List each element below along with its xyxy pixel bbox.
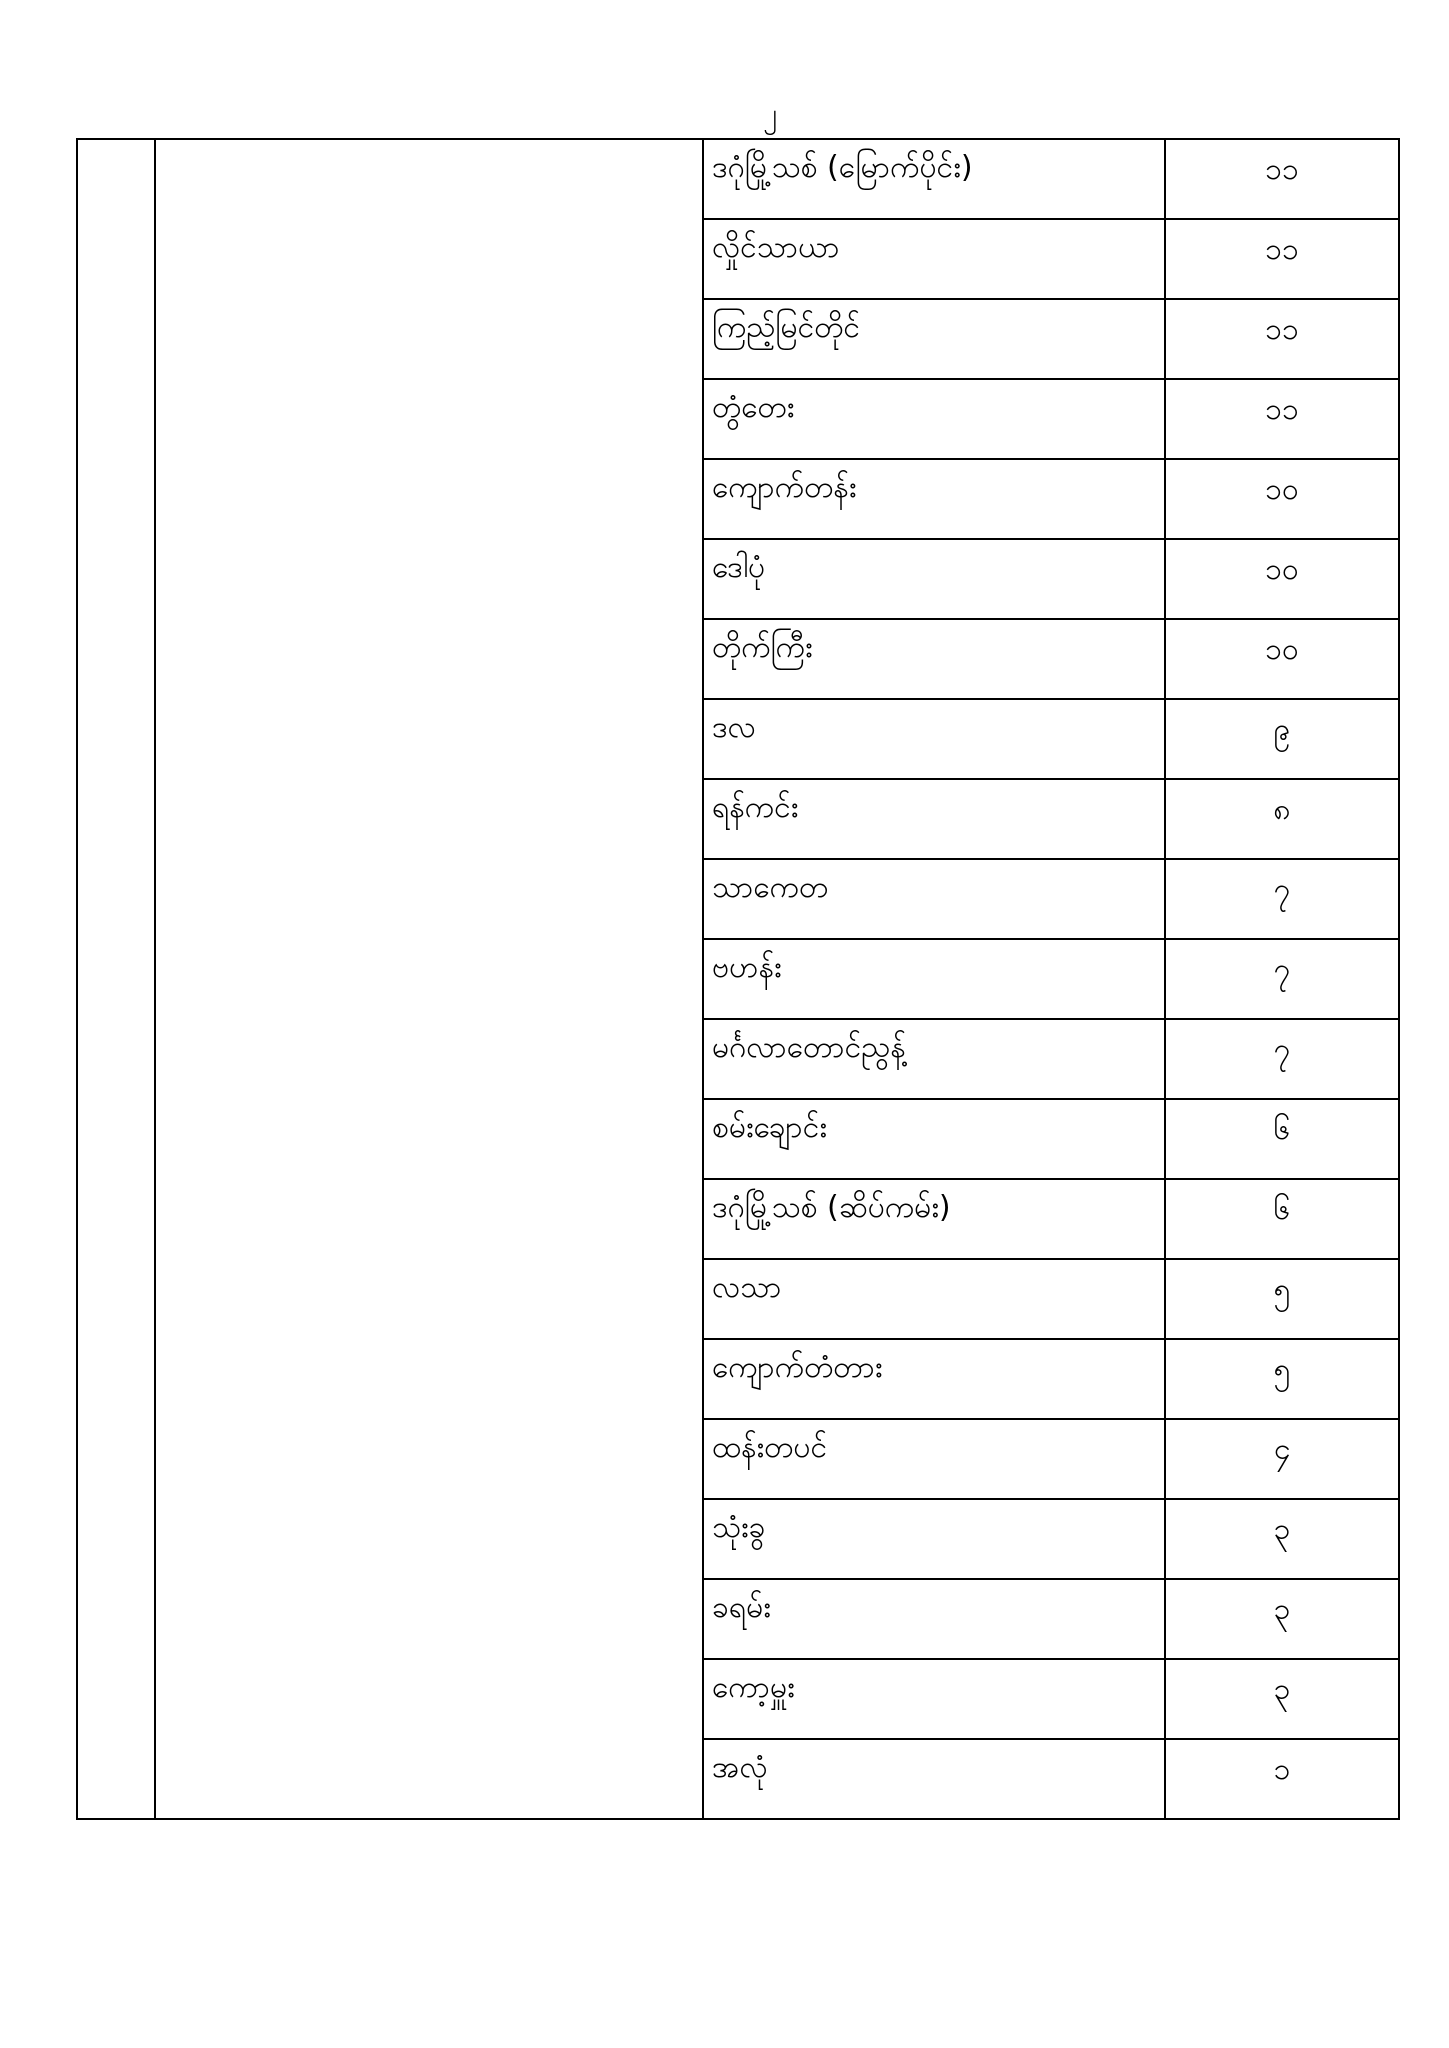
township-name-cell: စမ်းချောင်း xyxy=(703,1099,1165,1179)
township-name-cell: ဒဂုံမြို့သစ် (ဆိပ်ကမ်း) xyxy=(703,1179,1165,1259)
count-cell: ၅ xyxy=(1165,1259,1399,1339)
count-cell: ၆ xyxy=(1165,1099,1399,1179)
count-cell: ၅ xyxy=(1165,1339,1399,1419)
count-cell: ၇ xyxy=(1165,859,1399,939)
township-name-cell: လသာ xyxy=(703,1259,1165,1339)
count-cell: ၁၀ xyxy=(1165,459,1399,539)
count-cell: ၄ xyxy=(1165,1419,1399,1499)
township-name-cell: ခရမ်း xyxy=(703,1579,1165,1659)
count-cell: ၁၀ xyxy=(1165,619,1399,699)
count-cell: ၁၁ xyxy=(1165,299,1399,379)
count-cell: ၇ xyxy=(1165,1019,1399,1099)
empty-index-cell xyxy=(77,139,155,1819)
township-count-table xyxy=(76,138,1400,1820)
township-name-cell: ဒလ xyxy=(703,699,1165,779)
empty-category-cell xyxy=(155,139,703,1819)
township-name-cell: အလုံ xyxy=(703,1739,1165,1819)
township-name-cell: ကျောက်တံတား xyxy=(703,1339,1165,1419)
table-body xyxy=(77,139,1399,1819)
township-name-cell: ကျောက်တန်း xyxy=(703,459,1165,539)
township-name-cell: ဒေါပုံ xyxy=(703,539,1165,619)
count-cell: ၁ xyxy=(1165,1739,1399,1819)
township-name-cell: တွံတေး xyxy=(703,379,1165,459)
count-cell: ၃ xyxy=(1165,1659,1399,1739)
township-name-cell: ထန်းတပင် xyxy=(703,1419,1165,1499)
township-name-cell: ဒဂုံမြို့သစ် (မြောက်ပိုင်း) xyxy=(703,139,1165,219)
township-name-cell: ကြည့်မြင်တိုင် xyxy=(703,299,1165,379)
township-name-cell: သုံးခွ xyxy=(703,1499,1165,1579)
township-name-cell: မင်္ဂလာတောင်ညွန့် xyxy=(703,1019,1165,1099)
township-name-cell: သာကေတ xyxy=(703,859,1165,939)
count-cell: ၁၁ xyxy=(1165,219,1399,299)
count-cell: ၁၀ xyxy=(1165,539,1399,619)
township-name-cell: ကော့မှူး xyxy=(703,1659,1165,1739)
township-name-cell: တိုက်ကြီး xyxy=(703,619,1165,699)
count-cell: ၁၁ xyxy=(1165,379,1399,459)
count-cell: ၇ xyxy=(1165,939,1399,1019)
count-cell: ၆ xyxy=(1165,1179,1399,1259)
count-cell: ၉ xyxy=(1165,699,1399,779)
page-number: ၂ xyxy=(763,97,777,130)
township-name-cell: ဗဟန်း xyxy=(703,939,1165,1019)
count-cell: ၈ xyxy=(1165,779,1399,859)
count-cell: ၃ xyxy=(1165,1579,1399,1659)
table-row xyxy=(77,139,1399,219)
township-name-cell: လှိုင်သာယာ xyxy=(703,219,1165,299)
count-cell: ၃ xyxy=(1165,1499,1399,1579)
township-name-cell: ရန်ကင်း xyxy=(703,779,1165,859)
count-cell: ၁၁ xyxy=(1165,139,1399,219)
